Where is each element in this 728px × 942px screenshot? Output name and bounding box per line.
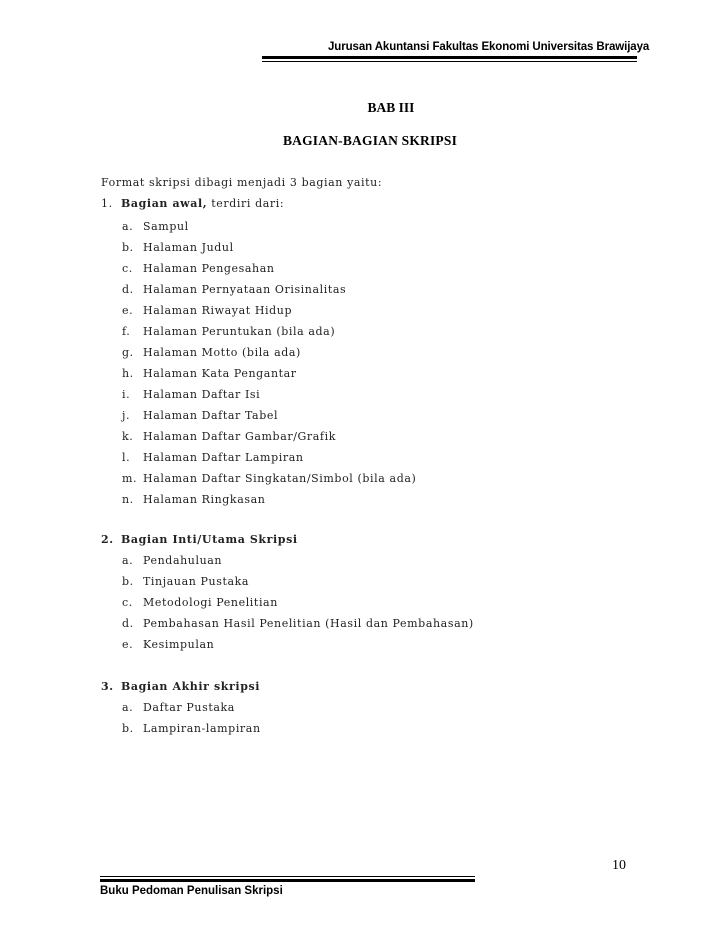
footer-rule (100, 876, 475, 882)
list-letter: c. (122, 596, 133, 609)
chapter-title: BAGIAN-BAGIAN SKRIPSI (282, 133, 458, 148)
section-heading-1 (101, 197, 284, 210)
list-item (122, 451, 416, 472)
header-rule (262, 56, 637, 62)
page-number: 10 (612, 858, 626, 873)
section-heading-2 (101, 533, 298, 546)
list-letter: a. (122, 220, 134, 233)
intro-text: Format skripsi dibagi menjadi 3 bagian yaitu: (101, 176, 383, 189)
list-text: Halaman Daftar Lampiran (143, 451, 304, 464)
list-letter: b. (122, 241, 134, 254)
list-letter: e. (122, 638, 134, 651)
list-item (122, 220, 416, 241)
list-letter: b. (122, 575, 134, 588)
section-number: 3. (101, 680, 114, 693)
list-letter: c. (122, 262, 133, 275)
list-text: Pembahasan Hasil Penelitian (Hasil dan Pembahasan) (143, 617, 474, 630)
list-text: Daftar Pustaka (143, 701, 235, 714)
list-letter: d. (122, 283, 134, 296)
section-list-1 (122, 220, 416, 514)
list-text: Halaman Peruntukan (bila ada) (143, 325, 336, 338)
list-text: Lampiran-lampiran (143, 722, 261, 735)
section-suffix: terdiri dari: (207, 197, 285, 210)
footer-title: Buku Pedoman Penulisan Skripsi (100, 885, 283, 897)
list-text: Halaman Daftar Tabel (143, 409, 279, 422)
chapter-number: BAB III (367, 100, 415, 115)
list-letter: j. (122, 409, 131, 422)
list-text: Halaman Pengesahan (143, 262, 275, 275)
list-text: Halaman Motto (bila ada) (143, 346, 301, 359)
list-item (122, 722, 261, 743)
list-item (122, 554, 474, 575)
section-heading-3 (101, 680, 260, 693)
list-item (122, 262, 416, 283)
list-text: Pendahuluan (143, 554, 223, 567)
list-text: Halaman Kata Pengantar (143, 367, 297, 380)
list-item (122, 283, 416, 304)
section-list-3 (122, 701, 261, 743)
list-letter: g. (122, 346, 134, 359)
list-text: Halaman Pernyataan Orisinalitas (143, 283, 347, 296)
list-text: Tinjauan Pustaka (143, 575, 250, 588)
list-item (122, 409, 416, 430)
list-letter: k. (122, 430, 134, 443)
list-letter: a. (122, 701, 134, 714)
list-item (122, 493, 416, 514)
list-item (122, 304, 416, 325)
list-item (122, 472, 416, 493)
section-number: 2. (101, 533, 114, 546)
list-letter: i. (122, 388, 131, 401)
list-letter: e. (122, 304, 134, 317)
list-item (122, 325, 416, 346)
list-text: Halaman Ringkasan (143, 493, 266, 506)
section-list-2 (122, 554, 474, 659)
list-text: Halaman Riwayat Hidup (143, 304, 293, 317)
list-item (122, 430, 416, 451)
list-letter: b. (122, 722, 134, 735)
header-title: Jurusan Akuntansi Fakultas Ekonomi Universitas Brawijaya (328, 41, 650, 53)
list-text: Sampul (143, 220, 189, 233)
list-item (122, 701, 261, 722)
list-letter: a. (122, 554, 134, 567)
section-number: 1. (101, 197, 113, 210)
section-title: Bagian Akhir skripsi (121, 680, 261, 693)
list-text: Halaman Daftar Singkatan/Simbol (bila ada) (143, 472, 417, 485)
list-text: Halaman Daftar Gambar/Grafik (143, 430, 336, 443)
list-letter: m. (122, 472, 138, 485)
section-title: Bagian Inti/Utama Skripsi (121, 533, 298, 546)
list-letter: l. (122, 451, 131, 464)
list-item (122, 346, 416, 367)
list-item (122, 575, 474, 596)
list-item (122, 367, 416, 388)
list-item (122, 638, 474, 659)
list-item (122, 596, 474, 617)
list-text: Metodologi Penelitian (143, 596, 278, 609)
list-letter: n. (122, 493, 134, 506)
list-item (122, 388, 416, 409)
list-letter: d. (122, 617, 134, 630)
list-text: Kesimpulan (143, 638, 215, 651)
list-text: Halaman Daftar Isi (143, 388, 261, 401)
list-letter: h. (122, 367, 134, 380)
list-item (122, 617, 474, 638)
section-title: Bagian awal, (121, 197, 208, 210)
list-text: Halaman Judul (143, 241, 234, 254)
list-item (122, 241, 416, 262)
list-letter: f. (122, 325, 131, 338)
